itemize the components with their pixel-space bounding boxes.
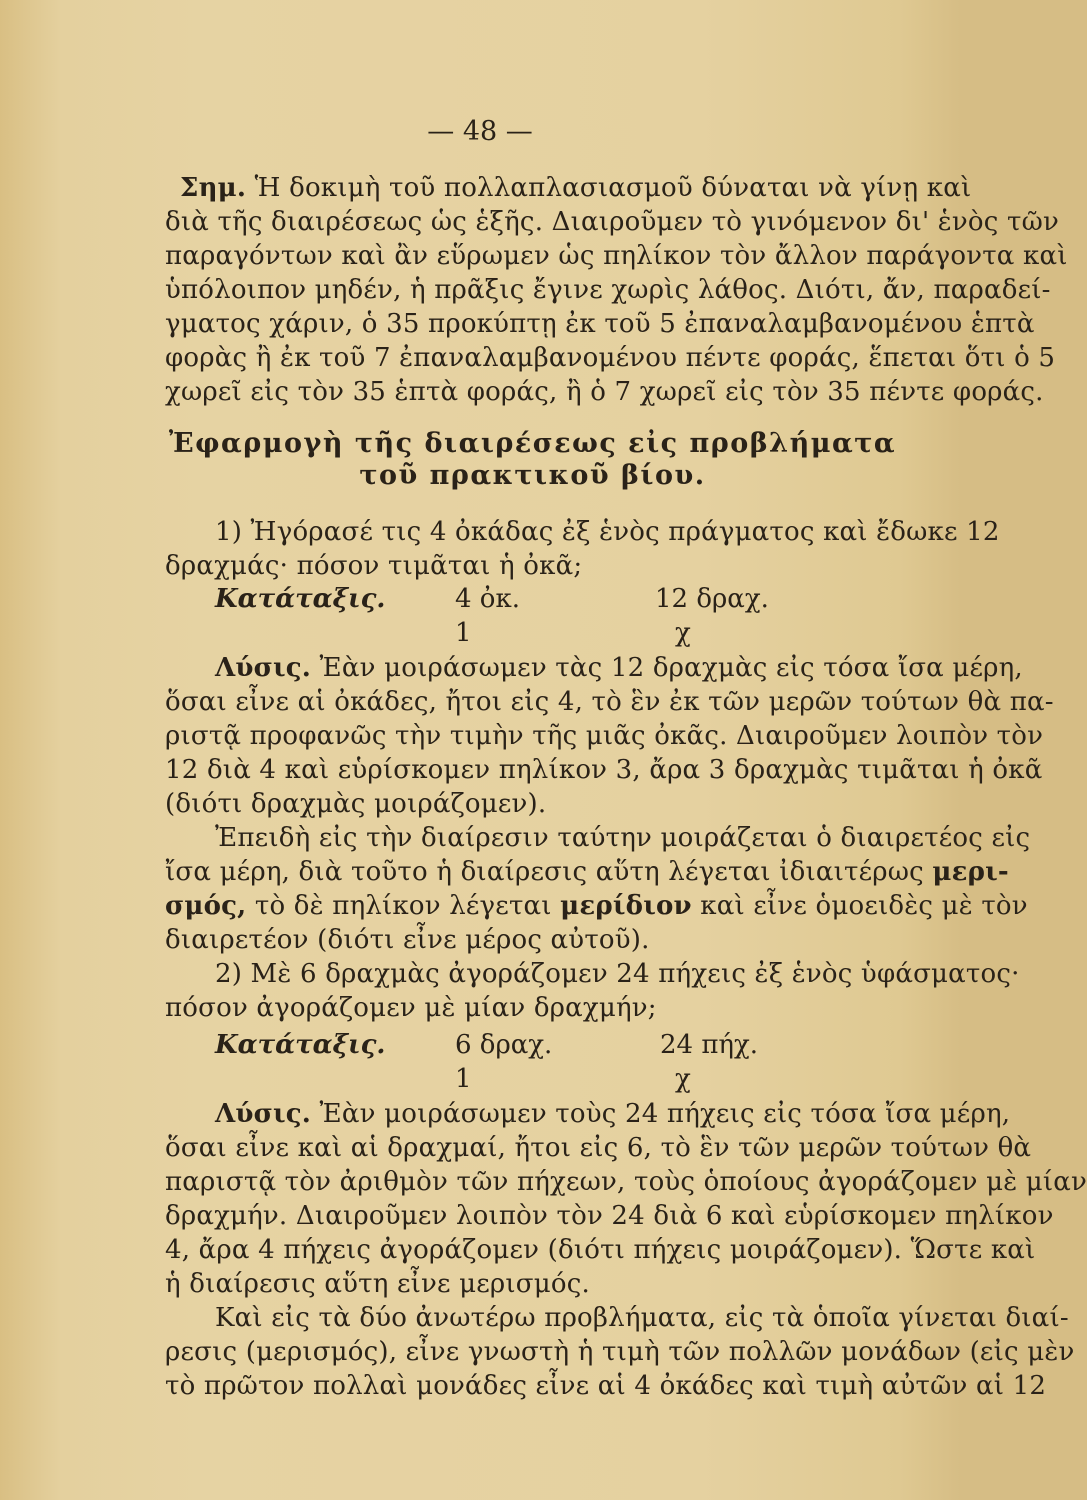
problem2-setup-r2c1: 1 xyxy=(455,1064,472,1094)
closing-line-2: ρεσις (μερισμός), εἶνε γνωστὴ ἡ τιμὴ τῶν πολλῶν μονάδων (εἰς μὲν xyxy=(165,1337,1075,1367)
problem1-setup-r1c2: 12 δραχ. xyxy=(655,584,769,614)
problem1-solution-line-3: ριστᾷ προφανῶς τὴν τιμὴν τῆς μιᾶς ὀκᾶς. Διαιροῦμεν λοιπὸν τὸν xyxy=(165,721,1044,751)
problem1-solution-line-1 xyxy=(215,652,1023,684)
term-meridion: μερίδιον xyxy=(560,891,692,921)
problem1-after-line-3 xyxy=(165,890,1028,922)
section-heading-line-1: Ἐφαρμογὴ τῆς διαιρέσεως εἰς προβλήματα xyxy=(168,428,897,459)
note-line-2: διὰ τῆς διαιρέσεως ὡς ἑξῆς. Διαιροῦμεν τὸ γινόμενον δι' ἑνὸς τῶν xyxy=(165,207,1060,237)
note-line-4: ὑπόλοιπον μηδέν, ἡ πρᾶξις ἔγινε χωρὶς λάθος. Διότι, ἄν, παραδεί- xyxy=(165,275,1051,305)
problem2-line-1: 2) Μὲ 6 δραχμὰς ἀγοράζομεν 24 πήχεις ἐξ ἑνὸς ὑφάσματος· xyxy=(215,959,1020,989)
section-heading-line-2: τοῦ πρακτικοῦ βίου. xyxy=(359,460,706,491)
problem1-after-text-b: τὸ δὲ πηλίκον λέγεται xyxy=(254,891,552,921)
problem1-solution-line-5: (διότι δραχμὰς μοιράζομεν). xyxy=(165,789,547,819)
problem2-solution-text: Ἐὰν μοιράσωμεν τοὺς 24 πήχεις εἰς τόσα ἴσα μέρη, xyxy=(319,1099,1011,1129)
problem1-after-line-1: Ἐπειδὴ εἰς τὴν διαίρεσιν ταύτην μοιράζεται ὁ διαιρετέος εἰς xyxy=(215,823,1031,853)
problem2-solution-label: Λύσις. xyxy=(215,1099,312,1129)
problem1-setup-label: Κατάταξις. xyxy=(215,584,386,614)
problem2-solution-line-2: ὅσαι εἶνε καὶ αἱ δραχμαί, ἤτοι εἰς 6, τὸ ἓν τῶν μερῶν τούτων θὰ xyxy=(165,1133,1032,1163)
page-number: — 48 — xyxy=(427,116,533,147)
note-line-1 xyxy=(180,172,972,204)
problem2-solution-line-6: ἡ διαίρεσις αὕτη εἶνε μερισμός. xyxy=(165,1269,590,1299)
problem2-setup-r2c2: χ xyxy=(675,1064,691,1094)
problem1-line-1: 1) Ἠγόρασέ τις 4 ὀκάδας ἐξ ἑνὸς πράγματος καὶ ἔδωκε 12 xyxy=(215,517,1000,547)
problem1-setup-r2c1: 1 xyxy=(455,618,472,648)
problem2-solution-line-1 xyxy=(215,1098,1011,1130)
problem2-solution-line-5: 4, ἄρα 4 πήχεις ἀγοράζομεν (διότι πήχεις μοιράζομεν). Ὥστε καὶ xyxy=(165,1235,1036,1265)
note-line-6: φορὰς ἢ ἐκ τοῦ 7 ἐπαναλαμβανομένου πέντε φοράς, ἕπεται ὅτι ὁ 5 xyxy=(165,343,1056,373)
problem1-solution-line-2: ὅσαι εἶνε αἱ ὀκάδες, ἤτοι εἰς 4, τὸ ἓν ἐκ τῶν μερῶν τούτων θὰ πα- xyxy=(165,687,1054,717)
term-merismos-part2: σμός, xyxy=(165,891,247,921)
problem1-line-2: δραχμάς· πόσον τιμᾶται ἡ ὀκᾶ; xyxy=(165,551,583,581)
problem1-solution-line-4: 12 διὰ 4 καὶ εὑρίσκομεν πηλίκον 3, ἄρα 3 δραχμὰς τιμᾶται ἡ ὀκᾶ xyxy=(165,755,1043,785)
note-line-3: παραγόντων καὶ ἂν εὕρωμεν ὡς πηλίκον τὸν ἄλλον παράγοντα καὶ xyxy=(165,241,1068,271)
problem1-after-line-2 xyxy=(165,856,1009,888)
closing-line-3: τὸ πρῶτον πολλαὶ μονάδες εἶνε αἱ 4 ὀκάδες καὶ τιμὴ αὐτῶν αἱ 12 xyxy=(165,1371,1047,1401)
note-label: Σημ. xyxy=(180,173,247,203)
problem2-line-2: πόσον ἀγοράζομεν μὲ μίαν δραχμήν; xyxy=(165,993,657,1023)
problem2-setup-r1c1: 6 δραχ. xyxy=(455,1030,553,1060)
problem1-after-line-4: διαιρετέον (διότι εἶνε μέρος αὐτοῦ). xyxy=(165,925,650,955)
closing-line-1: Καὶ εἰς τὰ δύο ἀνωτέρω προβλήματα, εἰς τὰ ὁποῖα γίνεται διαί- xyxy=(215,1303,1069,1333)
problem2-solution-line-3: παριστᾷ τὸν ἀριθμὸν τῶν πήχεων, τοὺς ὁποίους ἀγοράζομεν μὲ μίαν xyxy=(165,1167,1087,1197)
note-line-5: γματος χάριν, ὁ 35 προκύπτῃ ἐκ τοῦ 5 ἐπαναλαμβανομένου ἑπτὰ xyxy=(165,309,1035,339)
term-merismos-part1: μερι- xyxy=(932,857,1009,887)
problem2-setup-label: Κατάταξις. xyxy=(215,1030,386,1060)
problem1-solution-text: Ἐὰν μοιράσωμεν τὰς 12 δραχμὰς εἰς τόσα ἴσα μέρη, xyxy=(319,653,1023,683)
problem1-after-text-c: καὶ εἶνε ὁμοειδὲς μὲ τὸν xyxy=(700,891,1028,921)
problem2-solution-line-4: δραχμήν. Διαιροῦμεν λοιπὸν τὸν 24 διὰ 6 καὶ εὑρίσκομεν πηλίκον xyxy=(165,1201,1054,1231)
problem1-setup-r1c1: 4 ὀκ. xyxy=(455,584,520,614)
note-text: Ἡ δοκιμὴ τοῦ πολλαπλασιασμοῦ δύναται νὰ γίνῃ καὶ xyxy=(254,173,972,203)
problem2-setup-r1c2: 24 πήχ. xyxy=(660,1030,759,1060)
problem1-solution-label: Λύσις. xyxy=(215,653,312,683)
note-line-7: χωρεῖ εἰς τὸν 35 ἑπτὰ φοράς, ἢ ὁ 7 χωρεῖ εἰς τὸν 35 πέντε φοράς. xyxy=(165,377,1044,407)
problem1-after-text-a: ἴσα μέρη, διὰ τοῦτο ἡ διαίρεσις αὕτη λέγεται ἰδιαιτέρως xyxy=(165,857,924,887)
problem1-setup-r2c2: χ xyxy=(675,618,691,648)
